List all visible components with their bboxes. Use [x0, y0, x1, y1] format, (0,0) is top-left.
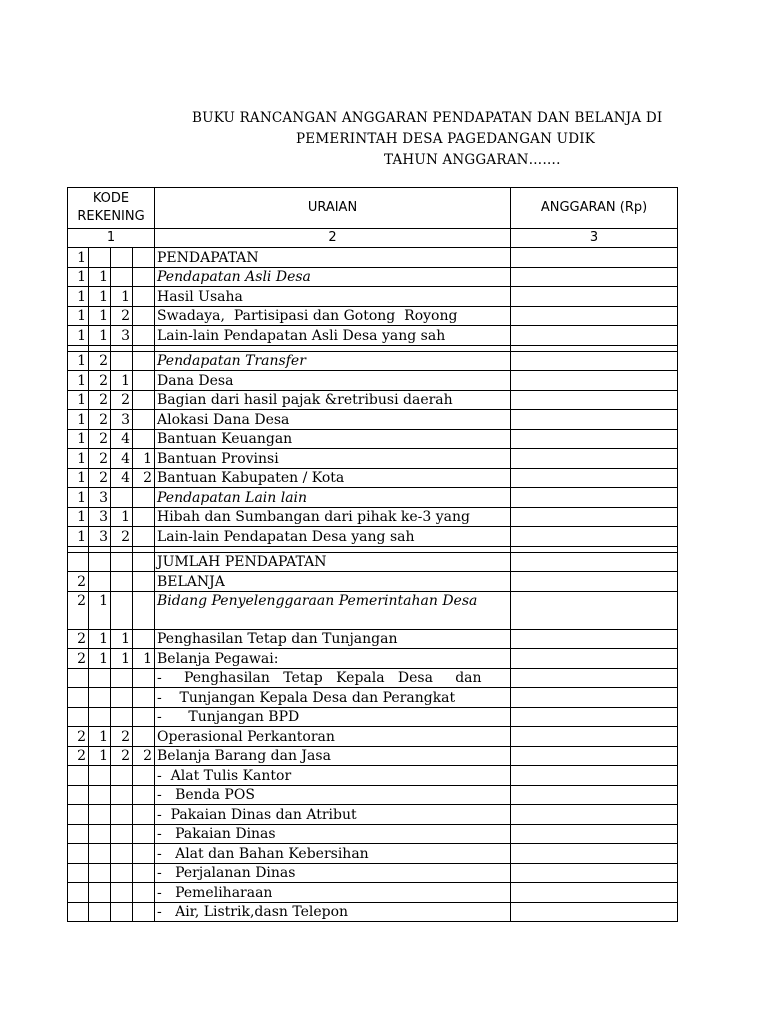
kode-cell — [111, 805, 133, 825]
kode-cell — [89, 785, 111, 805]
table-row — [68, 572, 678, 592]
header-col-2: 2 — [155, 229, 511, 248]
anggaran-cell — [511, 766, 678, 786]
table-row — [68, 248, 678, 268]
kode-cell: 2 — [111, 727, 133, 747]
kode-cell — [111, 351, 133, 371]
table-row — [68, 727, 678, 747]
kode-cell: 1 — [68, 306, 89, 326]
kode-cell: 3 — [89, 488, 111, 508]
title-line-3: TAHUN ANGGARAN……. — [384, 152, 561, 168]
table-row — [68, 410, 678, 430]
kode-cell: 4 — [111, 429, 133, 449]
kode-cell — [133, 488, 155, 508]
kode-cell — [68, 552, 89, 572]
table-row — [68, 844, 678, 864]
uraian-cell: Pendapatan Asli Desa — [155, 267, 511, 287]
kode-cell: 2 — [111, 390, 133, 410]
table-row — [68, 507, 678, 527]
kode-cell: 2 — [111, 746, 133, 766]
kode-cell: 2 — [89, 351, 111, 371]
kode-cell — [133, 267, 155, 287]
kode-cell — [89, 883, 111, 903]
table-row — [68, 649, 678, 669]
table-row — [68, 527, 678, 547]
uraian-cell: - Benda POS — [155, 785, 511, 805]
kode-cell — [89, 668, 111, 688]
uraian-cell: Belanja Barang dan Jasa — [155, 746, 511, 766]
anggaran-cell — [511, 306, 678, 326]
kode-cell — [133, 863, 155, 883]
table-row — [68, 306, 678, 326]
anggaran-cell — [511, 649, 678, 669]
kode-cell: 2 — [89, 371, 111, 391]
uraian-cell: Alokasi Dana Desa — [155, 410, 511, 430]
uraian-cell: Pendapatan Lain lain — [155, 488, 511, 508]
uraian-cell: Pendapatan Transfer — [155, 351, 511, 371]
table-row — [68, 746, 678, 766]
anggaran-cell — [511, 248, 678, 268]
header-kode-rekening: KODE REKENING — [68, 188, 155, 229]
kode-cell — [133, 351, 155, 371]
kode-cell — [111, 591, 133, 629]
table-row — [68, 468, 678, 488]
header-col-1: 1 — [68, 229, 155, 248]
uraian-cell: Bantuan Provinsi — [155, 449, 511, 469]
uraian-cell: Operasional Perkantoran — [155, 727, 511, 747]
kode-cell — [133, 390, 155, 410]
kode-cell — [133, 287, 155, 307]
kode-cell: 1 — [89, 629, 111, 649]
kode-cell — [68, 883, 89, 903]
anggaran-cell — [511, 552, 678, 572]
kode-cell: 1 — [89, 727, 111, 747]
kode-cell: 1 — [111, 371, 133, 391]
kode-cell: 1 — [68, 488, 89, 508]
kode-cell — [133, 902, 155, 922]
uraian-cell: - Air, Listrik,dasn Telepon — [155, 902, 511, 922]
kode-cell: 3 — [89, 507, 111, 527]
kode-cell: 2 — [68, 649, 89, 669]
kode-cell — [111, 902, 133, 922]
uraian-cell: Hasil Usaha — [155, 287, 511, 307]
anggaran-cell — [511, 410, 678, 430]
kode-cell — [111, 552, 133, 572]
kode-cell — [133, 629, 155, 649]
uraian-cell: Belanja Pegawai: — [155, 649, 511, 669]
table-row — [68, 668, 678, 688]
kode-cell — [89, 707, 111, 727]
uraian-cell: - Perjalanan Dinas — [155, 863, 511, 883]
anggaran-cell — [511, 351, 678, 371]
kode-cell: 1 — [89, 287, 111, 307]
kode-cell: 1 — [68, 449, 89, 469]
kode-cell — [111, 844, 133, 864]
budget-table — [67, 187, 678, 922]
header-anggaran: ANGGARAN (Rp) — [511, 188, 678, 229]
table-row — [68, 766, 678, 786]
anggaran-cell — [511, 429, 678, 449]
kode-cell — [68, 766, 89, 786]
table-row — [68, 591, 678, 629]
kode-cell — [111, 572, 133, 592]
uraian-cell: Penghasilan Tetap dan Tunjangan — [155, 629, 511, 649]
uraian-cell: Bagian dari hasil pajak &retribusi daerah — [155, 390, 511, 410]
kode-cell — [89, 902, 111, 922]
kode-cell — [68, 902, 89, 922]
kode-cell: 1 — [111, 649, 133, 669]
kode-cell — [111, 248, 133, 268]
kode-cell: 1 — [68, 287, 89, 307]
kode-cell: 4 — [111, 449, 133, 469]
uraian-cell: - Alat dan Bahan Kebersihan — [155, 844, 511, 864]
kode-cell — [133, 248, 155, 268]
uraian-cell: - Pakaian Dinas dan Atribut — [155, 805, 511, 825]
kode-cell — [111, 883, 133, 903]
anggaran-cell — [511, 707, 678, 727]
kode-cell — [111, 668, 133, 688]
kode-cell: 1 — [68, 371, 89, 391]
table-row — [68, 267, 678, 287]
kode-cell: 1 — [89, 649, 111, 669]
kode-cell — [89, 805, 111, 825]
kode-cell: 1 — [68, 468, 89, 488]
anggaran-cell — [511, 727, 678, 747]
anggaran-cell — [511, 668, 678, 688]
table-row — [68, 552, 678, 572]
kode-cell — [111, 488, 133, 508]
kode-cell — [133, 766, 155, 786]
kode-cell: 4 — [111, 468, 133, 488]
kode-cell — [133, 410, 155, 430]
header-uraian: URAIAN — [155, 188, 511, 229]
kode-cell: 2 — [111, 306, 133, 326]
kode-cell: 1 — [68, 410, 89, 430]
kode-cell — [111, 688, 133, 708]
kode-cell: 1 — [68, 429, 89, 449]
table-row — [68, 488, 678, 508]
uraian-cell: Dana Desa — [155, 371, 511, 391]
kode-cell: 1 — [111, 287, 133, 307]
uraian-cell: Bantuan Kabupaten / Kota — [155, 468, 511, 488]
kode-cell — [111, 785, 133, 805]
kode-cell: 3 — [111, 326, 133, 346]
table-row — [68, 883, 678, 903]
anggaran-cell — [511, 785, 678, 805]
kode-cell: 1 — [68, 351, 89, 371]
kode-cell — [89, 572, 111, 592]
kode-cell: 1 — [89, 267, 111, 287]
kode-cell: 2 — [68, 727, 89, 747]
kode-cell — [133, 371, 155, 391]
anggaran-cell — [511, 287, 678, 307]
kode-cell: 2 — [68, 572, 89, 592]
uraian-cell: Bantuan Keuangan — [155, 429, 511, 449]
table-row — [68, 707, 678, 727]
kode-cell — [89, 688, 111, 708]
anggaran-cell — [511, 572, 678, 592]
table-row — [68, 629, 678, 649]
anggaran-cell — [511, 805, 678, 825]
uraian-cell: Lain-lain Pendapatan Desa yang sah — [155, 527, 511, 547]
kode-cell — [89, 863, 111, 883]
anggaran-cell — [511, 824, 678, 844]
kode-cell: 1 — [68, 267, 89, 287]
table-row — [68, 390, 678, 410]
kode-cell: 1 — [89, 746, 111, 766]
kode-cell: 1 — [68, 527, 89, 547]
kode-cell: 3 — [111, 410, 133, 430]
anggaran-cell — [511, 746, 678, 766]
kode-cell: 1 — [111, 629, 133, 649]
kode-cell — [68, 785, 89, 805]
kode-cell — [133, 552, 155, 572]
kode-cell: 1 — [89, 591, 111, 629]
kode-cell — [111, 707, 133, 727]
kode-cell — [133, 805, 155, 825]
kode-cell: 1 — [68, 248, 89, 268]
kode-cell — [111, 267, 133, 287]
anggaran-cell — [511, 688, 678, 708]
table-row — [68, 429, 678, 449]
kode-cell — [111, 824, 133, 844]
kode-cell — [133, 883, 155, 903]
kode-cell: 2 — [89, 449, 111, 469]
kode-cell — [133, 591, 155, 629]
uraian-cell: - Tunjangan Kepala Desa dan Perangkat — [155, 688, 511, 708]
table-row — [68, 902, 678, 922]
table-row — [68, 785, 678, 805]
uraian-cell: Lain-lain Pendapatan Asli Desa yang sah — [155, 326, 511, 346]
table-row — [68, 805, 678, 825]
anggaran-cell — [511, 863, 678, 883]
kode-cell — [68, 688, 89, 708]
kode-cell: 2 — [89, 410, 111, 430]
uraian-cell: JUMLAH PENDAPATAN — [155, 552, 511, 572]
kode-cell — [133, 429, 155, 449]
kode-cell: 2 — [68, 629, 89, 649]
kode-cell: 2 — [68, 591, 89, 629]
anggaran-cell — [511, 468, 678, 488]
uraian-cell: PENDAPATAN — [155, 248, 511, 268]
anggaran-cell — [511, 267, 678, 287]
kode-cell — [133, 572, 155, 592]
table-row — [68, 371, 678, 391]
kode-cell: 2 — [68, 746, 89, 766]
title-line-2: PEMERINTAH DESA PAGEDANGAN UDIK — [296, 131, 596, 147]
title-line-1: BUKU RANCANGAN ANGGARAN PENDAPATAN DAN BELANJA DI — [192, 110, 663, 126]
uraian-cell: - Penghasilan Tetap Kepala Desa dan — [155, 668, 511, 688]
kode-cell: 2 — [133, 468, 155, 488]
kode-cell: 1 — [68, 507, 89, 527]
kode-cell — [133, 668, 155, 688]
header-col-3: 3 — [511, 229, 678, 248]
kode-cell: 1 — [68, 390, 89, 410]
kode-cell — [133, 527, 155, 547]
kode-cell: 3 — [89, 527, 111, 547]
kode-cell — [89, 844, 111, 864]
table-row — [68, 824, 678, 844]
kode-cell: 1 — [89, 306, 111, 326]
uraian-cell: - Tunjangan BPD — [155, 707, 511, 727]
title-block — [0, 100, 676, 180]
kode-cell — [133, 824, 155, 844]
kode-cell: 2 — [89, 390, 111, 410]
kode-cell — [68, 824, 89, 844]
kode-cell: 1 — [133, 649, 155, 669]
kode-cell — [133, 707, 155, 727]
uraian-cell: Swadaya, Partisipasi dan Gotong Royong — [155, 306, 511, 326]
kode-cell — [68, 844, 89, 864]
anggaran-cell — [511, 371, 678, 391]
kode-cell: 2 — [111, 527, 133, 547]
kode-cell — [133, 326, 155, 346]
table-row — [68, 287, 678, 307]
kode-cell — [68, 863, 89, 883]
anggaran-cell — [511, 449, 678, 469]
uraian-cell: - Alat Tulis Kantor — [155, 766, 511, 786]
uraian-cell: BELANJA — [155, 572, 511, 592]
kode-cell — [68, 805, 89, 825]
kode-cell: 1 — [111, 507, 133, 527]
kode-cell: 2 — [133, 746, 155, 766]
kode-cell: 2 — [89, 429, 111, 449]
kode-cell — [133, 727, 155, 747]
kode-cell — [89, 248, 111, 268]
kode-cell — [111, 863, 133, 883]
anggaran-cell — [511, 844, 678, 864]
table-row — [68, 449, 678, 469]
table-row — [68, 326, 678, 346]
kode-cell — [89, 766, 111, 786]
uraian-cell: Bidang Penyelenggaraan Pemerintahan Desa — [155, 591, 511, 629]
table-row — [68, 351, 678, 371]
anggaran-cell — [511, 507, 678, 527]
anggaran-cell — [511, 902, 678, 922]
kode-cell: 1 — [89, 326, 111, 346]
anggaran-cell — [511, 629, 678, 649]
kode-cell — [133, 507, 155, 527]
anggaran-cell — [511, 883, 678, 903]
kode-cell: 1 — [133, 449, 155, 469]
kode-cell — [111, 766, 133, 786]
uraian-cell: - Pakaian Dinas — [155, 824, 511, 844]
table-row — [68, 863, 678, 883]
anggaran-cell — [511, 591, 678, 629]
anggaran-cell — [511, 326, 678, 346]
uraian-cell: Hibah dan Sumbangan dari pihak ke-3 yang — [155, 507, 511, 527]
kode-cell — [89, 824, 111, 844]
kode-cell — [68, 707, 89, 727]
anggaran-cell — [511, 488, 678, 508]
kode-cell — [133, 688, 155, 708]
kode-cell — [89, 552, 111, 572]
kode-cell — [133, 785, 155, 805]
kode-cell — [68, 668, 89, 688]
table-row — [68, 688, 678, 708]
anggaran-cell — [511, 390, 678, 410]
uraian-cell: - Pemeliharaan — [155, 883, 511, 903]
anggaran-cell — [511, 527, 678, 547]
kode-cell — [133, 844, 155, 864]
kode-cell: 1 — [68, 326, 89, 346]
kode-cell: 2 — [89, 468, 111, 488]
kode-cell — [133, 306, 155, 326]
